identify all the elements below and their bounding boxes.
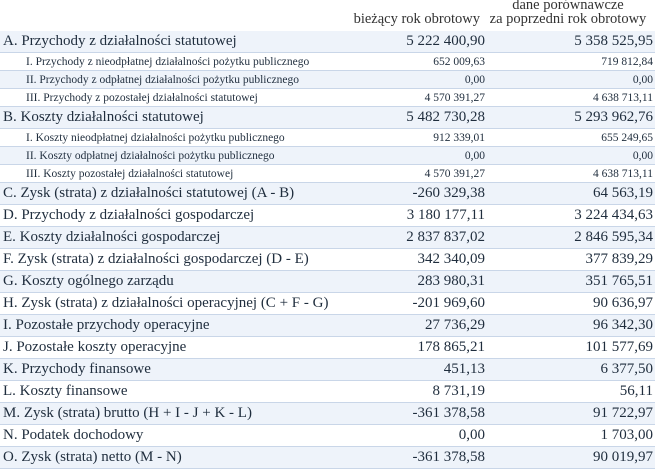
row-label: III. Koszty pozostałej działalności statutowej <box>0 165 340 183</box>
row-label: M. Zysk (strata) brutto (H + I - J + K - L) <box>0 403 340 425</box>
row-previous-value: 1 703,00 <box>493 425 655 447</box>
row-current-value: 4 570 391,27 <box>340 89 493 107</box>
row-previous-value: 3 224 434,63 <box>493 205 655 227</box>
row-label: I. Pozostałe przychody operacyjne <box>0 315 340 337</box>
row-previous-value: 6 377,50 <box>493 359 655 381</box>
header-current-year: bieżący rok obrotowy <box>353 11 480 27</box>
table-row <box>0 107 655 129</box>
row-current-value: 342 340,09 <box>340 249 493 271</box>
row-label: H. Zysk (strata) z działalności operacyjnej (C + F - G) <box>0 293 340 315</box>
row-previous-value: 377 839,29 <box>493 249 655 271</box>
row-current-value: 0,00 <box>340 147 493 165</box>
row-label: C. Zysk (strata) z działalności statutowej (A - B) <box>0 183 340 205</box>
row-previous-value: 351 765,51 <box>493 271 655 293</box>
row-previous-value: 4 638 713,11 <box>493 89 655 107</box>
row-previous-value: 90 636,97 <box>493 293 655 315</box>
row-previous-value: 5 293 962,76 <box>493 107 655 129</box>
table-header <box>0 0 655 32</box>
row-label: J. Pozostałe koszty operacyjne <box>0 337 340 359</box>
row-current-value: -361 378,58 <box>340 403 493 425</box>
table-row <box>0 271 655 293</box>
row-previous-value: 101 577,69 <box>493 337 655 359</box>
table-row <box>0 227 655 249</box>
table-row <box>0 447 655 469</box>
row-current-value: 0,00 <box>340 425 493 447</box>
row-label: O. Zysk (strata) netto (M - N) <box>0 447 340 469</box>
row-previous-value: 91 722,97 <box>493 403 655 425</box>
row-label: K. Przychody finansowe <box>0 359 340 381</box>
row-previous-value: 719 812,84 <box>493 53 655 71</box>
row-current-value: -260 329,38 <box>340 183 493 205</box>
income-table <box>0 31 655 469</box>
table-row <box>0 205 655 227</box>
table-row <box>0 403 655 425</box>
table-row <box>0 53 655 71</box>
row-current-value: 912 339,01 <box>340 129 493 147</box>
row-label: N. Podatek dochodowy <box>0 425 340 447</box>
row-current-value: 2 837 837,02 <box>340 227 493 249</box>
row-previous-value: 56,11 <box>493 381 655 403</box>
table-row <box>0 31 655 53</box>
header-previous-line2: za poprzedni rok obrotowy <box>489 11 647 27</box>
table-row <box>0 165 655 183</box>
row-current-value: 8 731,19 <box>340 381 493 403</box>
row-previous-value: 5 358 525,95 <box>493 31 655 53</box>
row-current-value: -201 969,60 <box>340 293 493 315</box>
table-row <box>0 293 655 315</box>
row-current-value: 3 180 177,11 <box>340 205 493 227</box>
row-current-value: 27 736,29 <box>340 315 493 337</box>
row-label: I. Koszty nieodpłatnej działalności pożytku publicznego <box>0 129 340 147</box>
table-row <box>0 129 655 147</box>
row-label: II. Koszty odpłatnej działalności pożytku publicznego <box>0 147 340 165</box>
row-label: D. Przychody z działalności gospodarczej <box>0 205 340 227</box>
row-label: B. Koszty działalności statutowej <box>0 107 340 129</box>
table-row <box>0 71 655 89</box>
table-row <box>0 89 655 107</box>
row-current-value: 451,13 <box>340 359 493 381</box>
row-current-value: 0,00 <box>340 71 493 89</box>
header-previous-year <box>483 0 653 26</box>
row-current-value: 283 980,31 <box>340 271 493 293</box>
row-current-value: 5 482 730,28 <box>340 107 493 129</box>
row-label: F. Zysk (strata) z działalności gospodarczej (D - E) <box>0 249 340 271</box>
row-label: I. Przychody z nieodpłatnej działalności pożytku publicznego <box>0 53 340 71</box>
row-previous-value: 0,00 <box>493 147 655 165</box>
row-previous-value: 90 019,97 <box>493 447 655 469</box>
table-row <box>0 315 655 337</box>
table-row <box>0 381 655 403</box>
row-label: G. Koszty ogólnego zarządu <box>0 271 340 293</box>
table-row <box>0 425 655 447</box>
table-row <box>0 147 655 165</box>
row-previous-value: 0,00 <box>493 71 655 89</box>
row-label: III. Przychody z pozostałej działalności statutowej <box>0 89 340 107</box>
row-label: A. Przychody z działalności statutowej <box>0 31 340 53</box>
table-row <box>0 249 655 271</box>
row-previous-value: 2 846 595,34 <box>493 227 655 249</box>
row-current-value: -361 378,58 <box>340 447 493 469</box>
row-label: II. Przychody z odpłatnej działalności pożytku publicznego <box>0 71 340 89</box>
row-previous-value: 655 249,65 <box>493 129 655 147</box>
row-current-value: 4 570 391,27 <box>340 165 493 183</box>
table-row <box>0 183 655 205</box>
row-label: E. Koszty działalności gospodarczej <box>0 227 340 249</box>
row-current-value: 652 009,63 <box>340 53 493 71</box>
row-label: L. Koszty finansowe <box>0 381 340 403</box>
row-previous-value: 4 638 713,11 <box>493 165 655 183</box>
table-row <box>0 337 655 359</box>
table-row <box>0 359 655 381</box>
row-previous-value: 96 342,30 <box>493 315 655 337</box>
header-previous-line1: dane porównawcze <box>512 0 624 13</box>
row-current-value: 5 222 400,90 <box>340 31 493 53</box>
row-previous-value: 64 563,19 <box>493 183 655 205</box>
row-current-value: 178 865,21 <box>340 337 493 359</box>
